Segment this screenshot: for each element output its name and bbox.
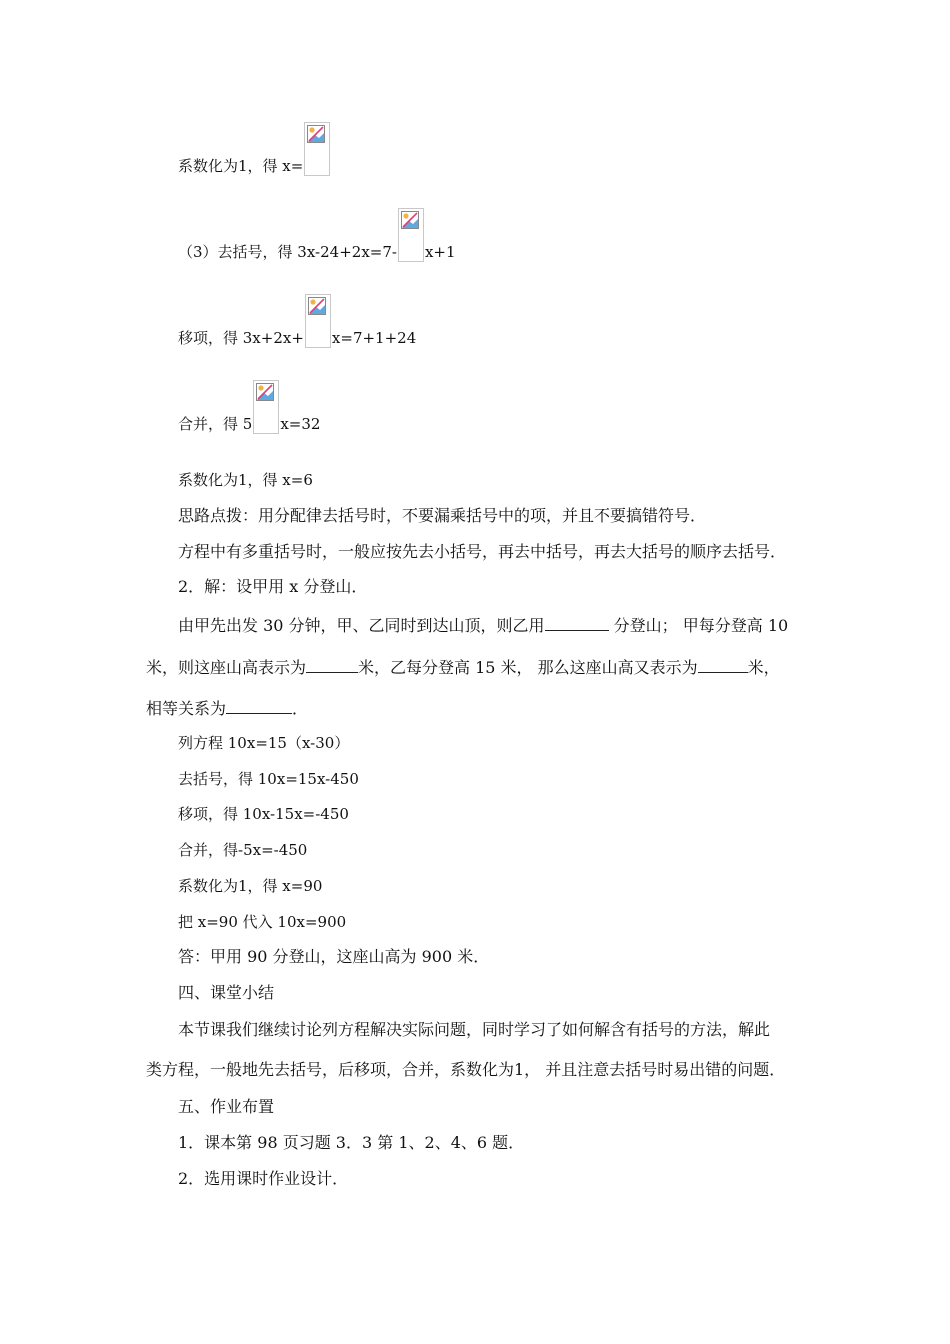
answer-blank — [226, 697, 292, 714]
line-move: 移项，得 10x-15x=-450 — [178, 805, 349, 823]
text: 合并，得 5 — [178, 415, 253, 433]
line-hint: 思路点拨：用分配律去括号时，不要漏乘括号中的项，并且不要搞错符号． — [178, 506, 707, 525]
line-coefficient-3: 系数化为1，得 x=90 — [178, 877, 323, 895]
text: 米， — [747, 658, 780, 677]
line-problem-2: 2．解：设甲用 x 分登山． — [178, 577, 368, 596]
text: x=7+1+24 — [331, 329, 417, 347]
text: 由甲先出发 30 分钟，甲、乙同时到达山顶，则乙用 — [178, 616, 545, 635]
line-nested-brackets: 方程中有多重括号时，一般应按先去小括号，再去中括号，再去大括号的顺序去括号． — [178, 542, 787, 561]
answer-blank — [698, 656, 748, 673]
line-problem-text-1 — [178, 614, 788, 636]
text: （3）去括号，得 3x-24+2x=7- — [178, 243, 397, 261]
line-problem-text-3 — [146, 697, 308, 719]
text: x+1 — [424, 243, 456, 261]
line-remove-brackets: 去括号，得 10x=15x-450 — [178, 770, 359, 788]
line-coefficient-2: 系数化为1，得 x=6 — [178, 471, 313, 489]
line-problem-text-2 — [146, 656, 780, 678]
homework-item-2: 2．选用课时作业设计． — [178, 1169, 349, 1188]
summary-line-2: 类方程，一般地先去括号，后移项，合并，系数化为1， 并且注意去括号时易出错的问题． — [146, 1060, 786, 1079]
summary-line-1: 本节课我们继续讨论列方程解决实际问题，同时学习了如何解含有括号的方法，解此 — [178, 1020, 771, 1039]
text: x=32 — [280, 415, 321, 433]
line-combine — [178, 380, 320, 434]
section-summary-heading: 四、课堂小结 — [178, 983, 275, 1002]
line-combine-2: 合并，得-5x=-450 — [178, 841, 308, 859]
answer-blank — [306, 656, 358, 673]
line-substitute: 把 x=90 代入 10x=900 — [178, 913, 347, 931]
broken-image-icon — [398, 208, 424, 262]
text: 分登山； 甲每分登高 10 — [613, 616, 789, 635]
line-coefficient-1 — [178, 122, 331, 176]
broken-image-icon — [304, 122, 330, 176]
homework-item-1: 1．课本第 98 页习题 3．3 第 1、2、4、6 题． — [178, 1133, 525, 1152]
line-move-terms — [178, 294, 416, 348]
section-homework-heading: 五、作业布置 — [178, 1097, 275, 1116]
text: 米，则这座山高表示为 — [146, 658, 307, 677]
broken-image-icon — [305, 294, 331, 348]
text: 米，乙每分登高 15 米， 那么这座山高又表示为 — [358, 658, 698, 677]
answer-blank — [545, 614, 609, 631]
text: 移项，得 3x+2x+ — [178, 329, 304, 347]
broken-image-icon — [253, 380, 279, 434]
line-equation: 列方程 10x=15（x-30） — [178, 734, 350, 752]
line-step-3-remove-brackets — [178, 208, 456, 262]
text: 系数化为1，得 x= — [178, 157, 304, 175]
text: 相等关系为 — [146, 699, 227, 718]
text: ． — [292, 699, 309, 718]
line-answer: 答：甲用 90 分登山，这座山高为 900 米． — [178, 947, 490, 966]
